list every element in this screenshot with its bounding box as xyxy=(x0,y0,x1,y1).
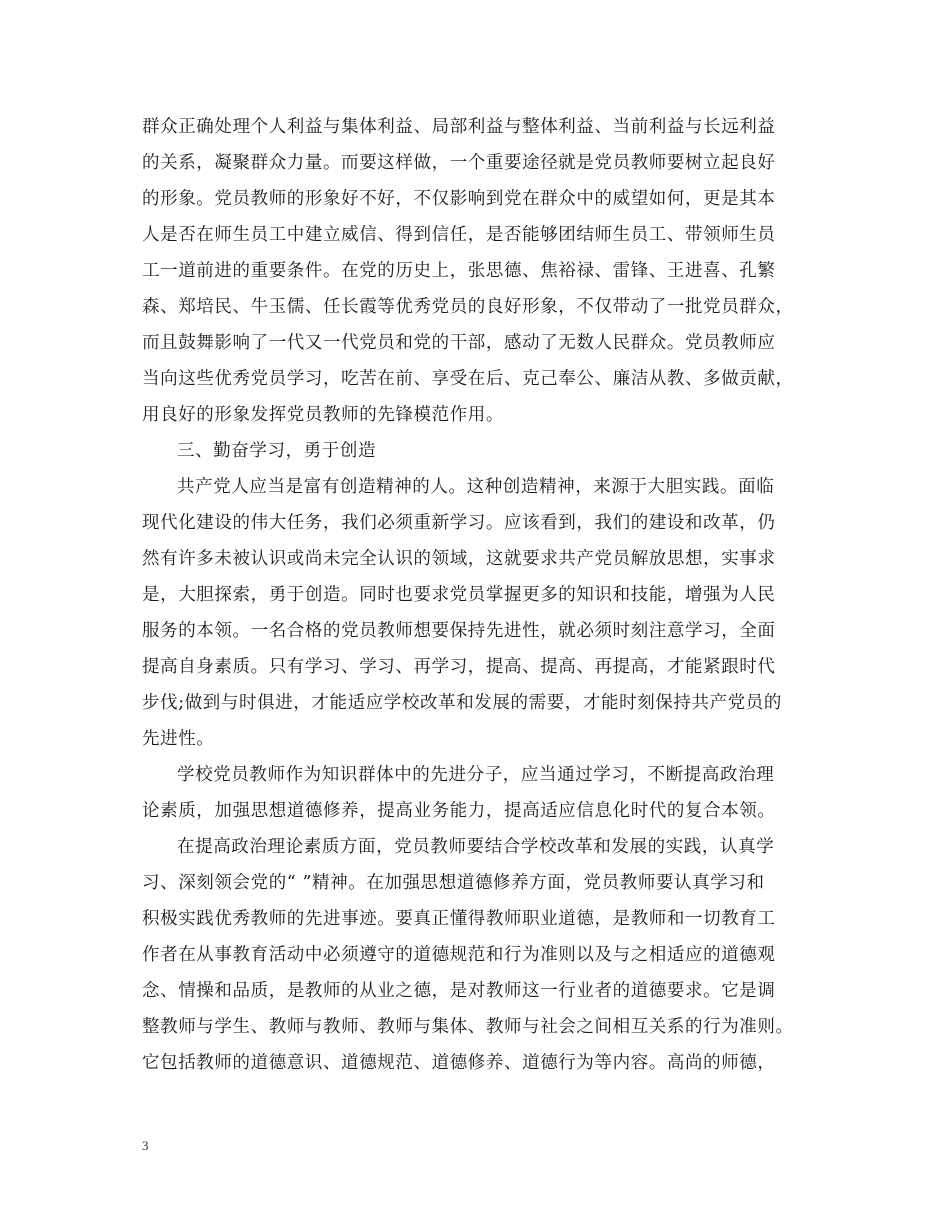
text-line: 森、郑培民、牛玉儒、任长霞等优秀党员的良好形象，不仅带动了一批党员群众， xyxy=(142,297,794,317)
text-line: 当向这些优秀党员学习，吃苦在前、享受在后、克己奉公、廉洁从教、多做贡献， xyxy=(142,369,794,389)
text-line: 的关系，凝聚群众力量。而要这样做，一个重要途径就是党员教师要树立起良好 xyxy=(142,153,776,173)
text-line: 整教师与学生、教师与教师、教师与集体、教师与社会之间相互关系的行为准则。 xyxy=(142,1017,794,1037)
text-line: 现代化建设的伟大任务，我们必须重新学习。应该看到，我们的建设和改革，仍 xyxy=(142,513,776,533)
text-line: 工一道前进的重要条件。在党的历史上，张思德、焦裕禄、雷锋、王进喜、孔繁 xyxy=(142,261,776,281)
text-line: 论素质，加强思想道德修养，提高业务能力，提高适应信息化时代的复合本领。 xyxy=(142,801,776,821)
text-line: 共产党人应当是富有创造精神的人。这种创造精神，来源于大胆实践。面临 xyxy=(177,477,775,497)
text-line: 作者在从事教育活动中必须遵守的道德规范和行为准则以及与之相适应的道德观 xyxy=(142,945,776,965)
text-line: 步伐;做到与时俱进，才能适应学校改革和发展的需要，才能时刻保持共产党员的 xyxy=(142,693,782,713)
text-line: 念、情操和品质，是教师的从业之德，是对教师这一行业者的道德要求。它是调 xyxy=(142,981,776,1001)
text-line: 是，大胆探索，勇于创造。同时也要求党员掌握更多的知识和技能，增强为人民 xyxy=(142,585,776,605)
text-line: 人是否在师生员工中建立威信、得到信任，是否能够团结师生员工、带领师生员 xyxy=(142,225,776,245)
text-line: 用良好的形象发挥党员教师的先锋模范作用。 xyxy=(142,405,504,425)
text-line: 积极实践优秀教师的先进事迹。要真正懂得教师职业道德，是教师和一切教育工 xyxy=(142,909,776,929)
document-page xyxy=(142,0,822,1230)
text-line: 习、深刻领会党的“ ”精神。在加强思想道德修养方面，党员教师要认真学习和 xyxy=(142,873,765,893)
text-line: 先进性。 xyxy=(142,729,215,749)
text-line: 服务的本领。一名合格的党员教师想要保持先进性，就必须时刻注意学习，全面 xyxy=(142,621,776,641)
text-line: 在提高政治理论素质方面，党员教师要结合学校改革和发展的实践，认真学 xyxy=(177,837,775,857)
text-line: 然有许多未被认识或尚未完全认识的领域，这就要求共产党员解放思想，实事求 xyxy=(142,549,776,569)
page-number: 3 xyxy=(142,1138,149,1153)
text-line: 学校党员教师作为知识群体中的先进分子，应当通过学习，不断提高政治理 xyxy=(177,765,775,785)
text-line: 提高自身素质。只有学习、学习、再学习，提高、提高、再提高，才能紧跟时代 xyxy=(142,657,776,677)
text-line: 而且鼓舞影响了一代又一代党员和党的干部，感动了无数人民群众。党员教师应 xyxy=(142,333,776,353)
text-line: 的形象。党员教师的形象好不好，不仅影响到党在群众中的威望如何，更是其本 xyxy=(142,189,776,209)
section-heading: 三、勤奋学习，勇于创造 xyxy=(177,441,377,461)
text-line: 群众正确处理个人利益与集体利益、局部利益与整体利益、当前利益与长远利益 xyxy=(142,117,776,137)
text-line: 它包括教师的道德意识、道德规范、道德修养、道德行为等内容。高尚的师德， xyxy=(142,1053,776,1073)
